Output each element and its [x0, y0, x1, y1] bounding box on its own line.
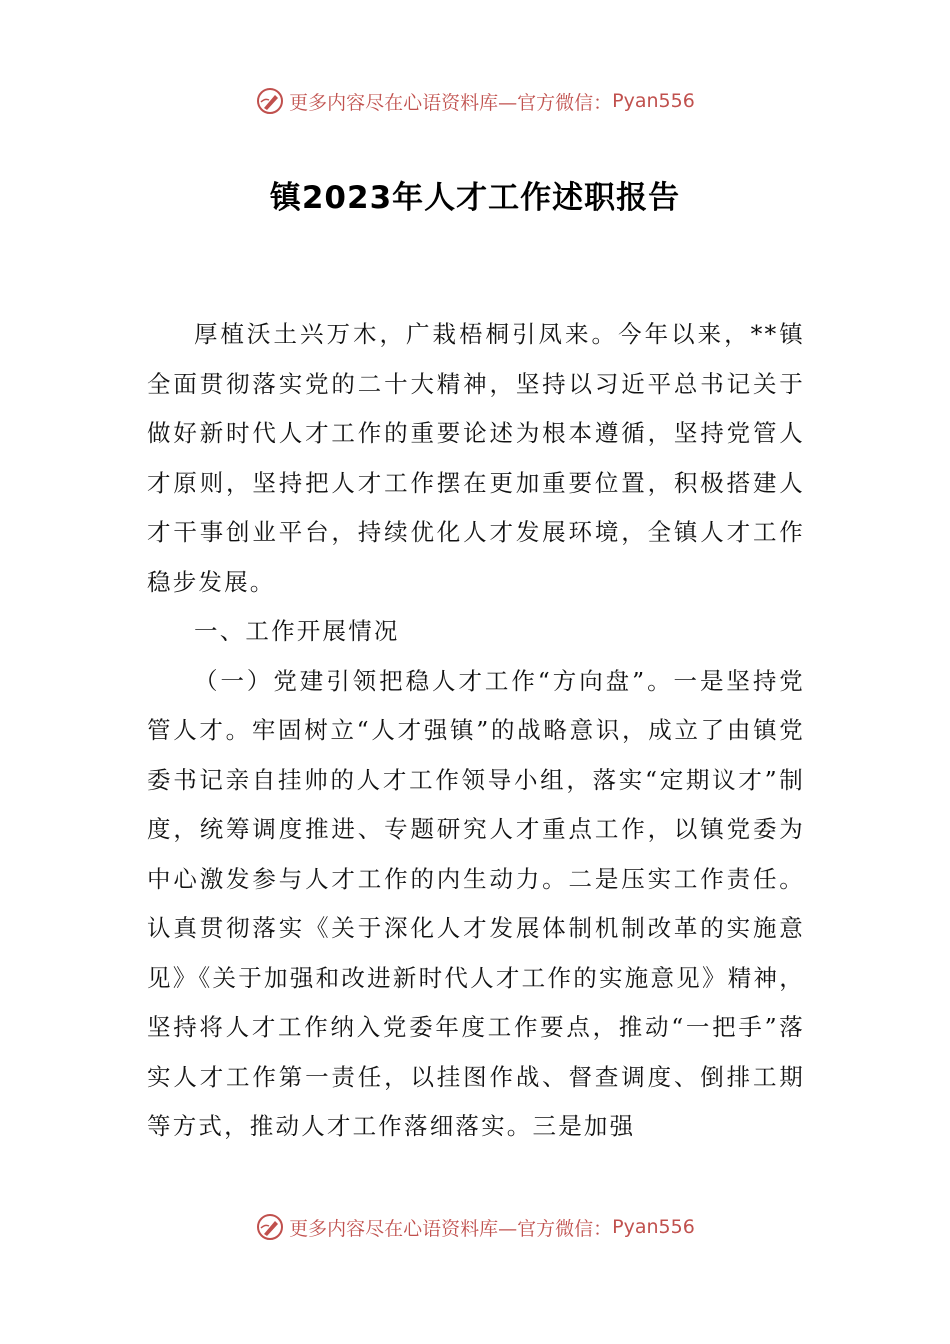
document-title: 镇2023年人才工作述职报告 [269, 180, 681, 216]
header-watermark [0, 86, 950, 116]
watermark-wechat-id: Pyan556 [612, 1216, 695, 1238]
pen-logo-icon [255, 86, 285, 116]
document-body [147, 310, 805, 1152]
watermark-text: 更多内容尽在心语资料库—官方微信： [289, 91, 613, 114]
body-paragraph: （一）党建引领把稳人才工作“方向盘”。一是坚持党管人才。牢固树立“人才强镇”的战略意识，成立了由镇党委书记亲自挂帅的人才工作领导小组，落实“定期议才”制度，统筹调度推进、专题研究人才重点工作，以镇党委为中心激发参与人才工作的内生动力。二是压实工作责任。认真贯彻落实《关于深化人才发展体制机制改革的实施意见》《关于加强和改进新时代人才工作的实施意见》精神，坚持将人才工作纳入党委年度工作要点，推动“一把手”落实人才工作第一责任，以挂图作战、督查调度、倒排工期等方式，推动人才工作落细落实。三是加强 [147, 666, 805, 1140]
pen-logo-icon [255, 1212, 285, 1242]
footer-watermark [0, 1212, 950, 1242]
watermark-wechat-id: Pyan556 [612, 90, 695, 112]
section-heading: 一、工作开展情况 [194, 617, 400, 645]
intro-paragraph: 厚植沃土兴万木，广栽梧桐引凤来。今年以来，**镇全面贯彻落实党的二十大精神，坚持以习近平总书记关于做好新时代人才工作的重要论述为根本遵循，坚持党管人才原则，坚持把人才工作摆在更加重要位置，积极搭建人才干事创业平台，持续优化人才发展环境，全镇人才工作稳步发展。 [147, 320, 805, 596]
watermark-text: 更多内容尽在心语资料库—官方微信： [289, 1217, 613, 1240]
